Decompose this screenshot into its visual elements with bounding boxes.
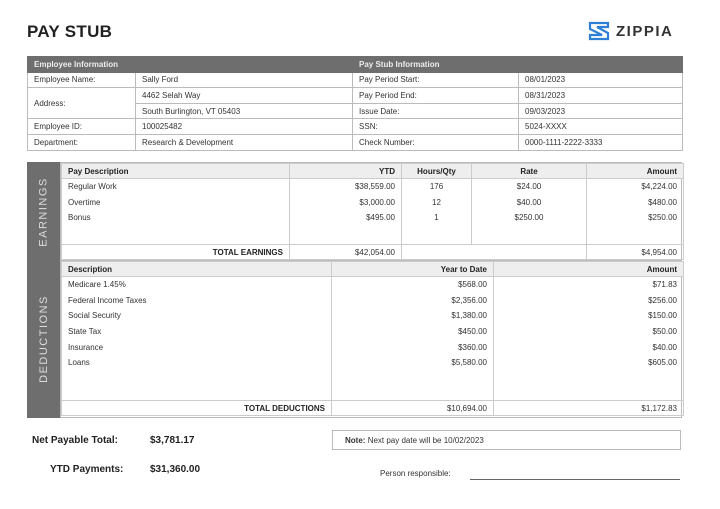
desc: Regular Work	[62, 179, 290, 195]
rate: $40.00	[472, 194, 587, 210]
ytd: $568.00	[332, 277, 494, 293]
amount: $250.00	[587, 210, 684, 226]
employee-id: 100025482	[136, 119, 353, 135]
brand-name: ZIPPIA	[616, 22, 674, 40]
table-row	[62, 277, 684, 293]
amount: $480.00	[587, 194, 684, 210]
total-deductions-row	[62, 401, 684, 416]
total-ytd: $42,054.00	[290, 245, 402, 260]
label: Issue Date:	[353, 103, 519, 119]
amount: $150.00	[494, 308, 684, 324]
desc: Medicare 1.45%	[62, 277, 332, 293]
ytd: $1,380.00	[332, 308, 494, 324]
total-amount: $4,954.00	[587, 245, 684, 260]
label: Employee ID:	[28, 119, 136, 135]
amount: $605.00	[494, 355, 684, 371]
zippia-logo-icon	[588, 21, 610, 41]
col-header: Description	[62, 262, 332, 277]
col-header: Rate	[472, 164, 587, 179]
ytd-payments-label: YTD Payments:	[50, 464, 124, 475]
table-row	[62, 179, 684, 195]
table-row	[62, 324, 684, 340]
col-header: Amount	[587, 164, 684, 179]
net-payable-label: Net Payable Total:	[32, 435, 118, 446]
label: Check Number:	[353, 134, 519, 150]
label: Pay Period End:	[353, 88, 519, 104]
person-responsible-label: Person responsible:	[380, 469, 451, 478]
pay-stub-info-header: Pay Stub Information	[353, 57, 683, 73]
col-header: Year to Date	[332, 262, 494, 277]
ytd: $5,580.00	[332, 355, 494, 371]
total-label: TOTAL DEDUCTIONS	[62, 401, 332, 416]
desc: Bonus	[62, 210, 290, 226]
deductions-section	[60, 260, 682, 418]
info-table	[27, 56, 683, 151]
amount: $71.83	[494, 277, 684, 293]
note-box	[332, 430, 681, 450]
ytd: $360.00	[332, 339, 494, 355]
amount: $256.00	[494, 292, 684, 308]
label: Department:	[28, 134, 136, 150]
ytd: $3,000.00	[290, 194, 402, 210]
col-header: Hours/Qty	[402, 164, 472, 179]
desc: Loans	[62, 355, 332, 371]
signature-line[interactable]	[470, 479, 680, 480]
amount: $40.00	[494, 339, 684, 355]
qty: 176	[402, 179, 472, 195]
ytd-payments-value: $31,360.00	[150, 464, 201, 475]
amount: $50.00	[494, 324, 684, 340]
employee-name: Sally Ford	[136, 72, 353, 88]
ytd: $38,559.00	[290, 179, 402, 195]
deductions-table	[61, 261, 684, 416]
table-row	[62, 308, 684, 324]
address-line1: 4462 Selah Way	[136, 88, 353, 104]
table-row	[62, 292, 684, 308]
earnings-band	[27, 162, 60, 261]
deductions-band	[27, 260, 60, 418]
earnings-section	[60, 162, 682, 261]
label: Address:	[28, 88, 136, 119]
check-number: 0000-1111-2222-3333	[519, 134, 683, 150]
brand-logo	[588, 21, 673, 41]
ssn: 5024-XXXX	[519, 119, 683, 135]
rate: $24.00	[472, 179, 587, 195]
address-line2: South Burlington, VT 05403	[136, 103, 353, 119]
amount: $4,224.00	[587, 179, 684, 195]
qty: 1	[402, 210, 472, 226]
desc: Social Security	[62, 308, 332, 324]
employee-info-header: Employee Information	[28, 57, 353, 73]
col-header: Amount	[494, 262, 684, 277]
label: Pay Period Start:	[353, 72, 519, 88]
table-row	[62, 339, 684, 355]
ytd: $2,356.00	[332, 292, 494, 308]
total-earnings-row	[62, 245, 684, 260]
table-row	[62, 210, 684, 226]
pay-period-end: 08/31/2023	[519, 88, 683, 104]
issue-date: 09/03/2023	[519, 103, 683, 119]
department: Research & Development	[136, 134, 353, 150]
deductions-label: DEDUCTIONS	[37, 295, 50, 383]
earnings-table	[61, 163, 684, 260]
col-header: YTD	[290, 164, 402, 179]
table-row	[62, 355, 684, 371]
desc: State Tax	[62, 324, 332, 340]
ytd: $495.00	[290, 210, 402, 226]
note-text: Next pay date will be 10/02/2023	[367, 436, 484, 445]
total-amount: $1,172.83	[494, 401, 684, 416]
desc: Federal Income Taxes	[62, 292, 332, 308]
total-ytd: $10,694.00	[332, 401, 494, 416]
earnings-label: EARNINGS	[37, 176, 50, 247]
desc: Insurance	[62, 339, 332, 355]
table-row	[62, 194, 684, 210]
rate: $250.00	[472, 210, 587, 226]
net-payable-value: $3,781.17	[150, 435, 195, 446]
page-title: PAY STUB	[27, 22, 113, 41]
label: Employee Name:	[28, 72, 136, 88]
qty: 12	[402, 194, 472, 210]
ytd: $450.00	[332, 324, 494, 340]
desc: Overtime	[62, 194, 290, 210]
label: SSN:	[353, 119, 519, 135]
col-header: Pay Description	[62, 164, 290, 179]
pay-period-start: 08/01/2023	[519, 72, 683, 88]
note-label: Note:	[345, 436, 366, 445]
total-label: TOTAL EARNINGS	[62, 245, 290, 260]
